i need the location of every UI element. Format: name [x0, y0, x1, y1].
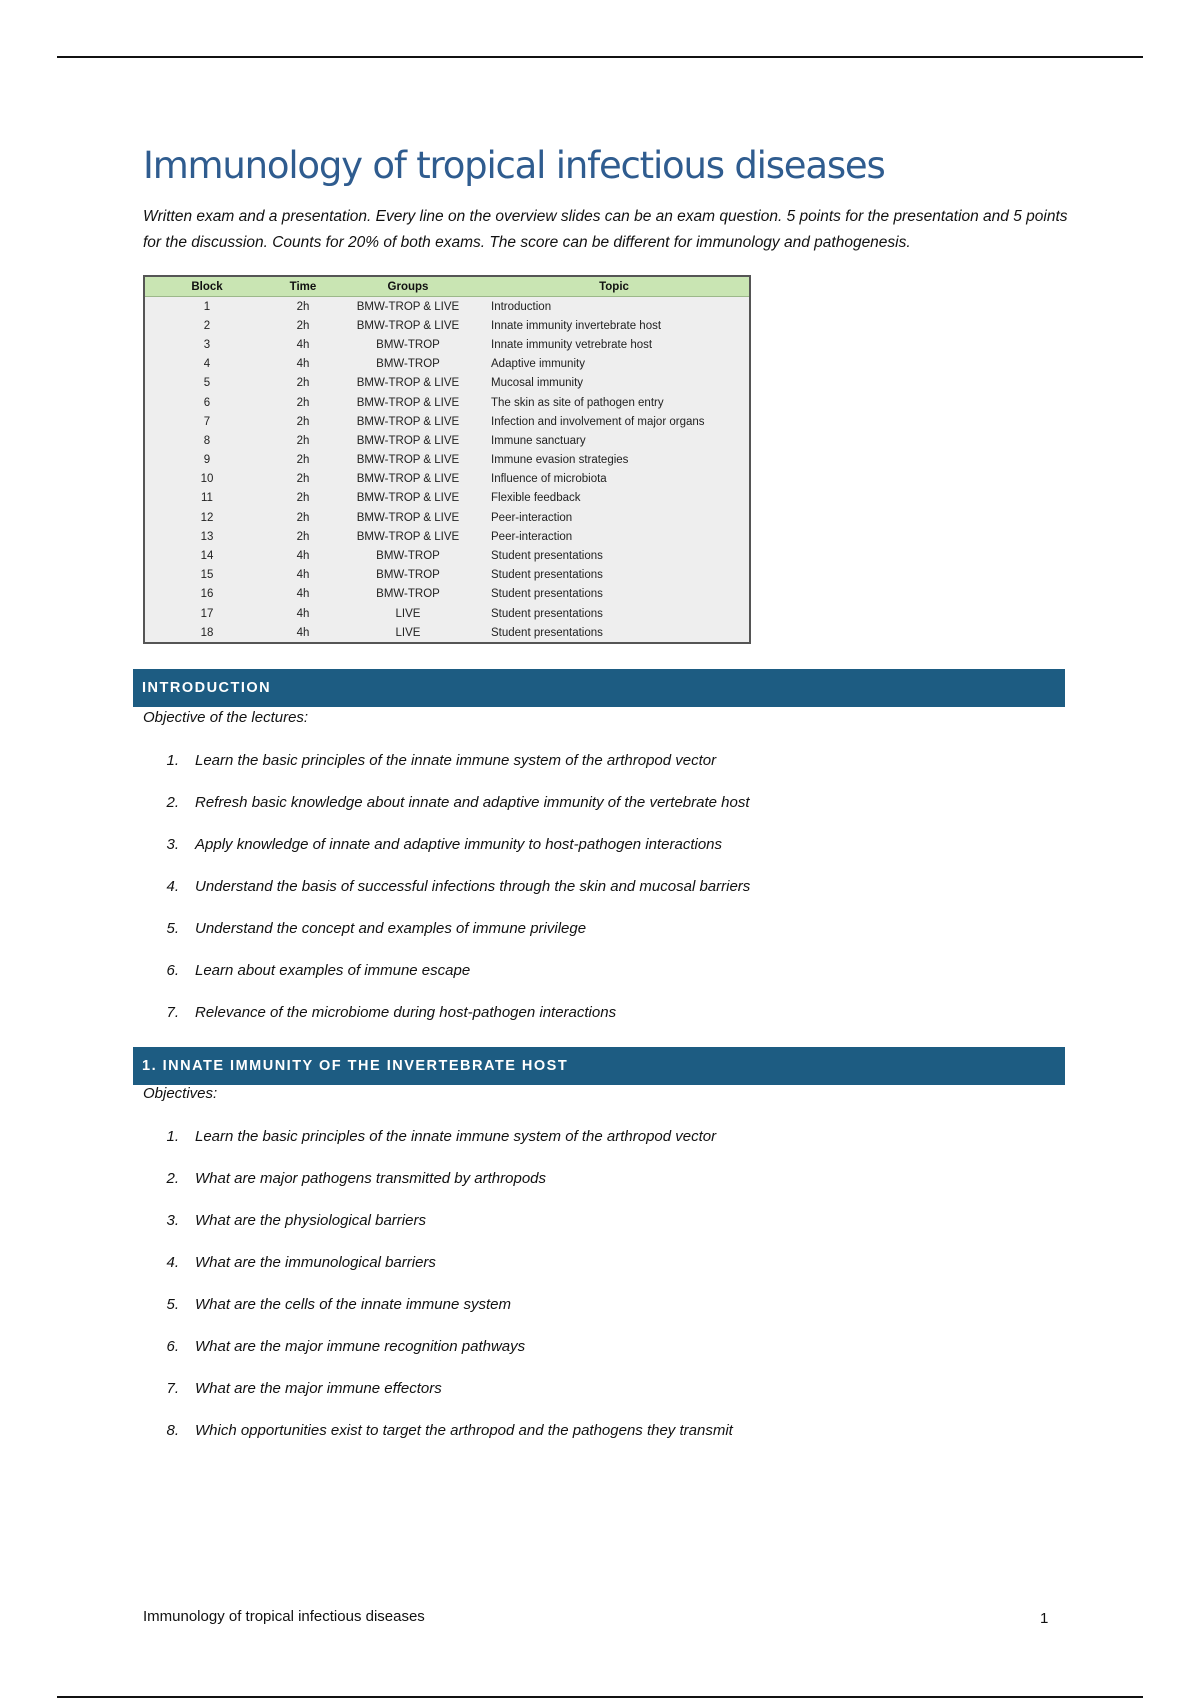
list-number: 4.: [166, 878, 179, 895]
list-item: [143, 1296, 733, 1338]
cell-groups: BMW-TROP: [376, 569, 440, 582]
list-text: Refresh basic knowledge about innate and adaptive immunity of the vertebrate host: [195, 794, 750, 811]
table-row: [145, 335, 749, 354]
cell-block: 18: [200, 626, 214, 639]
list-number: 3.: [166, 1212, 179, 1229]
cell-block: 17: [200, 607, 214, 620]
cell-topic: Peer-interaction: [491, 530, 573, 543]
cell-groups: BMW-TROP & LIVE: [356, 415, 460, 428]
cell-block: 7: [203, 415, 211, 428]
list-item: [143, 836, 750, 878]
list-number: 7.: [166, 1004, 179, 1021]
cell-time: 2h: [296, 454, 310, 467]
cell-block: 6: [203, 396, 211, 409]
table-row: [145, 527, 749, 546]
cell-groups: BMW-TROP & LIVE: [356, 473, 460, 486]
table-row: [145, 297, 749, 317]
list-number: 6.: [166, 962, 179, 979]
list-text: Learn the basic principles of the innate immune system of the arthropod vector: [195, 752, 717, 769]
cell-topic: The skin as site of pathogen entry: [491, 396, 664, 409]
page-number: 1: [1040, 1610, 1049, 1627]
cell-topic: Innate immunity vetrebrate host: [491, 338, 653, 351]
table-row: [145, 374, 749, 393]
list-item: [143, 1128, 733, 1170]
list-item: [143, 1212, 733, 1254]
cell-time: 2h: [296, 319, 310, 332]
table-row: [145, 393, 749, 412]
cell-block: 9: [203, 454, 211, 467]
cell-groups: BMW-TROP & LIVE: [356, 319, 460, 332]
cell-topic: Introduction: [491, 300, 552, 313]
cell-block: 16: [200, 588, 214, 601]
list-text: What are the major immune effectors: [195, 1380, 442, 1397]
objectives-label: Objective of the lectures:: [143, 709, 309, 726]
table-row: [145, 451, 749, 470]
schedule-table: [143, 275, 751, 644]
section-heading-introduction: INTRODUCTION: [133, 669, 1065, 707]
cell-time: 2h: [296, 396, 310, 409]
intro-paragraph: Written exam and a presentation. Every line on the overview slides can be an exam question. 5 points for the presentation and 5 points for the discussion. Counts for 20% of both exams. The score can be different for immunology and pathogenesis.: [143, 208, 1068, 251]
header-topic: Topic: [479, 277, 749, 297]
cell-time: 4h: [296, 569, 310, 582]
list-text: Learn the basic principles of the innate immune system of the arthropod vector: [195, 1128, 717, 1145]
top-rule: [57, 56, 1143, 58]
list-number: 3.: [166, 836, 179, 853]
cell-groups: BMW-TROP: [376, 338, 440, 351]
introduction-objectives-list: [143, 752, 750, 1046]
cell-topic: Adaptive immunity: [491, 358, 585, 371]
cell-time: 2h: [296, 530, 310, 543]
list-text: What are the major immune recognition pathways: [195, 1338, 526, 1355]
cell-block: 13: [200, 530, 214, 543]
list-item: [143, 1254, 733, 1296]
cell-block: 12: [200, 511, 214, 524]
cell-topic: Mucosal immunity: [491, 377, 584, 390]
table-row: [145, 566, 749, 585]
section1-objectives-list: [143, 1128, 733, 1464]
cell-groups: BMW-TROP: [376, 550, 440, 563]
footer-title: Immunology of tropical infectious diseases: [143, 1608, 425, 1625]
list-item: [143, 920, 750, 962]
list-item: [143, 1380, 733, 1422]
list-item: [143, 752, 750, 794]
list-number: 6.: [166, 1338, 179, 1355]
cell-block: 8: [203, 434, 211, 447]
list-number: 5.: [166, 920, 179, 937]
cell-topic: Innate immunity invertebrate host: [491, 319, 662, 332]
cell-time: 2h: [296, 415, 310, 428]
cell-block: 10: [200, 473, 214, 486]
cell-topic: Influence of microbiota: [491, 473, 607, 486]
cell-time: 4h: [296, 607, 310, 620]
cell-block: 1: [203, 300, 211, 313]
cell-groups: BMW-TROP & LIVE: [356, 530, 460, 543]
cell-topic: Student presentations: [491, 569, 603, 582]
cell-topic: Student presentations: [491, 607, 603, 620]
table-row: [145, 316, 749, 335]
cell-block: 15: [200, 569, 214, 582]
list-text: What are major pathogens transmitted by arthropods: [195, 1170, 547, 1187]
list-text: What are the physiological barriers: [195, 1212, 426, 1229]
cell-time: 4h: [296, 358, 310, 371]
schedule-header-row: [145, 277, 749, 297]
cell-time: 4h: [296, 550, 310, 563]
cell-block: 14: [200, 550, 214, 563]
cell-topic: Student presentations: [491, 588, 603, 601]
header-time: Time: [269, 277, 337, 297]
cell-groups: BMW-TROP & LIVE: [356, 300, 460, 313]
cell-time: 2h: [296, 473, 310, 486]
list-text: What are the immunological barriers: [195, 1254, 436, 1271]
list-number: 1.: [166, 1128, 179, 1145]
table-row: [145, 355, 749, 374]
table-row: [145, 489, 749, 508]
cell-block: 4: [203, 358, 211, 371]
objectives-label: Objectives:: [143, 1085, 218, 1102]
table-row: [145, 470, 749, 489]
list-number: 4.: [166, 1254, 179, 1271]
list-item: [143, 794, 750, 836]
list-text: Which opportunities exist to target the arthropod and the pathogens they transmit: [195, 1422, 733, 1439]
cell-topic: Student presentations: [491, 550, 603, 563]
cell-topic: Immune sanctuary: [491, 434, 586, 447]
list-item: [143, 1422, 733, 1464]
list-item: [143, 878, 750, 920]
cell-topic: Student presentations: [491, 626, 603, 639]
cell-groups: BMW-TROP: [376, 588, 440, 601]
list-text: Understand the basis of successful infections through the skin and mucosal barriers: [195, 878, 751, 895]
cell-groups: BMW-TROP & LIVE: [356, 492, 460, 505]
table-row: [145, 431, 749, 450]
cell-block: 2: [203, 319, 211, 332]
list-number: 2.: [166, 1170, 179, 1187]
list-item: [143, 1170, 733, 1212]
cell-topic: Flexible feedback: [491, 492, 581, 505]
section-heading-innate-invertebrate: 1. INNATE IMMUNITY OF THE INVERTEBRATE HOST: [133, 1047, 1065, 1085]
cell-time: 4h: [296, 588, 310, 601]
cell-groups: BMW-TROP & LIVE: [356, 377, 460, 390]
cell-groups: LIVE: [395, 607, 421, 620]
header-groups: Groups: [337, 277, 479, 297]
list-number: 8.: [166, 1422, 179, 1439]
list-text: Apply knowledge of innate and adaptive immunity to host-pathogen interactions: [195, 836, 722, 853]
cell-time: 2h: [296, 511, 310, 524]
cell-groups: BMW-TROP & LIVE: [356, 511, 460, 524]
cell-topic: Peer-interaction: [491, 511, 573, 524]
cell-time: 2h: [296, 377, 310, 390]
list-text: Understand the concept and examples of immune privilege: [195, 920, 587, 937]
list-item: [143, 1004, 750, 1046]
table-row: [145, 546, 749, 565]
list-number: 1.: [166, 752, 179, 769]
cell-block: 3: [203, 338, 211, 351]
page-title: Immunology of tropical infectious diseases: [143, 144, 885, 187]
cell-block: 5: [203, 377, 211, 390]
list-text: What are the cells of the innate immune system: [195, 1296, 511, 1313]
table-row: [145, 604, 749, 623]
list-number: 2.: [166, 794, 179, 811]
list-text: Relevance of the microbiome during host-pathogen interactions: [195, 1004, 617, 1021]
list-item: [143, 962, 750, 1004]
cell-block: 11: [201, 492, 213, 505]
list-number: 5.: [166, 1296, 179, 1313]
cell-groups: BMW-TROP & LIVE: [356, 434, 460, 447]
table-row: [145, 508, 749, 527]
bottom-rule: [57, 1696, 1143, 1698]
cell-groups: BMW-TROP & LIVE: [356, 396, 460, 409]
list-text: Learn about examples of immune escape: [195, 962, 471, 979]
cell-time: 2h: [296, 434, 310, 447]
cell-topic: Infection and involvement of major organs: [491, 415, 705, 428]
table-row: [145, 623, 749, 642]
cell-time: 2h: [296, 300, 310, 313]
list-number: 7.: [166, 1380, 179, 1397]
cell-groups: BMW-TROP & LIVE: [356, 454, 460, 467]
cell-time: 2h: [296, 492, 310, 505]
table-row: [145, 412, 749, 431]
cell-time: 4h: [296, 338, 310, 351]
cell-time: 4h: [296, 626, 310, 639]
table-row: [145, 585, 749, 604]
cell-groups: BMW-TROP: [376, 358, 440, 371]
header-block: Block: [145, 277, 269, 297]
cell-groups: LIVE: [395, 626, 421, 639]
list-item: [143, 1338, 733, 1380]
cell-topic: Immune evasion strategies: [491, 454, 629, 467]
